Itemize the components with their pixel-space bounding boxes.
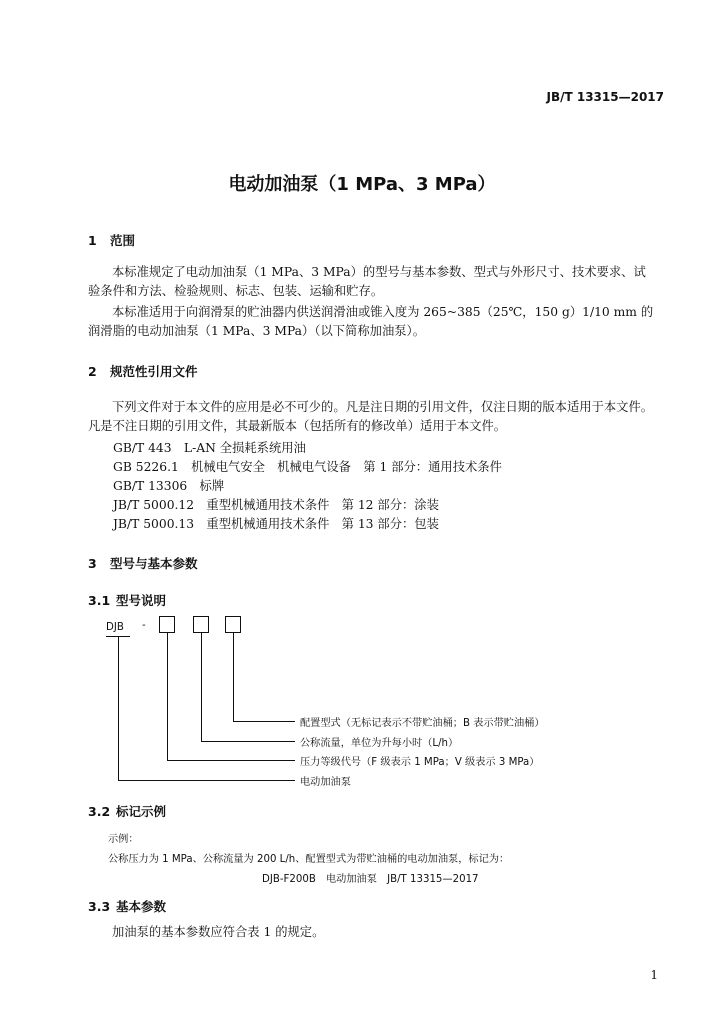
section-3-3-paragraph-1: 加油泵的基本参数应符合表 1 的规定。 — [112, 925, 325, 939]
reference-title: 重型机械通用技术条件 第 12 部分：涂装 — [206, 498, 439, 512]
section-title: 型号与基本参数 — [110, 556, 198, 571]
pressure-grade-label: 压力等级代号（F 级表示 1 MPa；V 级表示 3 MPa） — [300, 757, 540, 768]
reference-title: L-AN 全损耗系统用油 — [183, 441, 306, 455]
model-prefix: DJB — [106, 622, 124, 633]
reference-code: JB/T 5000.12 — [113, 498, 195, 512]
pressure-code-box — [159, 616, 175, 633]
reference-code: GB/T 13306 — [113, 479, 188, 493]
reference-item — [113, 457, 502, 475]
document-title: 电动加油泵（1 MPa、3 MPa） — [228, 174, 496, 195]
reference-item — [113, 438, 306, 456]
section-title: 规范性引用文件 — [110, 364, 198, 379]
reference-item — [113, 476, 224, 494]
leader-line — [118, 637, 119, 781]
section-3-2-heading — [88, 802, 166, 820]
example-label: 示例： — [108, 834, 139, 845]
config-type-label: 配置型式（无标记表示不带贮油桶；B 表示带贮油桶） — [300, 718, 545, 729]
config-code-box — [225, 616, 241, 633]
page-number: 1 — [650, 968, 658, 982]
section-title: 标记示例 — [116, 804, 167, 819]
example-mark: DJB-F200B 电动加油泵 JB/T 13315—2017 — [262, 874, 479, 885]
leader-line — [233, 633, 234, 722]
pump-name-label: 电动加油泵 — [300, 777, 351, 788]
reference-code: GB 5226.1 — [113, 460, 179, 474]
reference-item — [113, 514, 439, 532]
example-text: 公称压力为 1 MPa、公称流量为 200 L/h、配置型式为带贮油桶的电动加油泵，标记为： — [108, 854, 510, 865]
section-title: 范围 — [110, 233, 136, 248]
reference-title: 标牌 — [199, 479, 225, 493]
leader-line — [233, 721, 295, 722]
section-2-paragraph-1: 下列文件对于本文件的应用是必不可少的。凡是注日期的引用文件，仅注日期的版本适用于本文件。凡是不注日期的引用文件，其最新版本（包括所有的修改单）适用于本文件。 — [88, 400, 654, 433]
reference-code: JB/T 5000.13 — [113, 517, 195, 531]
leader-line — [201, 633, 202, 742]
section-3-1-heading — [88, 591, 166, 609]
model-dash: - — [142, 620, 146, 631]
section-number: 3.1 — [88, 593, 111, 608]
section-1-paragraph-1: 本标准规定了电动加油泵（1 MPa、3 MPa）的型号与基本参数、型式与外形尺寸、技术要求、试验条件和方法、检验规则、标志、包装、运输和贮存。 — [88, 265, 646, 298]
section-1-heading — [88, 231, 135, 249]
leader-line — [167, 760, 295, 761]
reference-code: GB/T 443 — [113, 441, 172, 455]
nominal-flow-label: 公称流量，单位为升每小时（L/h） — [300, 738, 459, 749]
reference-title: 重型机械通用技术条件 第 13 部分：包装 — [206, 517, 439, 531]
section-title: 型号说明 — [116, 593, 167, 608]
section-title: 基本参数 — [116, 899, 167, 914]
section-number: 3 — [88, 556, 97, 571]
reference-item — [113, 495, 439, 513]
section-2-heading — [88, 362, 198, 380]
section-3-3-heading — [88, 897, 166, 915]
section-number: 2 — [88, 364, 97, 379]
section-number: 3.2 — [88, 804, 111, 819]
leader-line — [118, 780, 295, 781]
leader-line — [201, 741, 295, 742]
section-number: 1 — [88, 233, 97, 248]
section-1-paragraph-2: 本标准适用于向润滑泵的贮油器内供送润滑油或锥入度为 265~385（25℃，150 g）1/10 mm 的润滑脂的电动加油泵（1 MPa、3 MPa）（以下简称加油泵）。 — [88, 305, 654, 338]
flow-code-box — [193, 616, 209, 633]
reference-title: 机械电气安全 机械电气设备 第 1 部分：通用技术条件 — [191, 460, 502, 474]
section-number: 3.3 — [88, 899, 111, 914]
standard-number: JB/T 13315—2017 — [546, 90, 664, 104]
leader-line — [167, 633, 168, 761]
section-3-heading — [88, 554, 198, 572]
